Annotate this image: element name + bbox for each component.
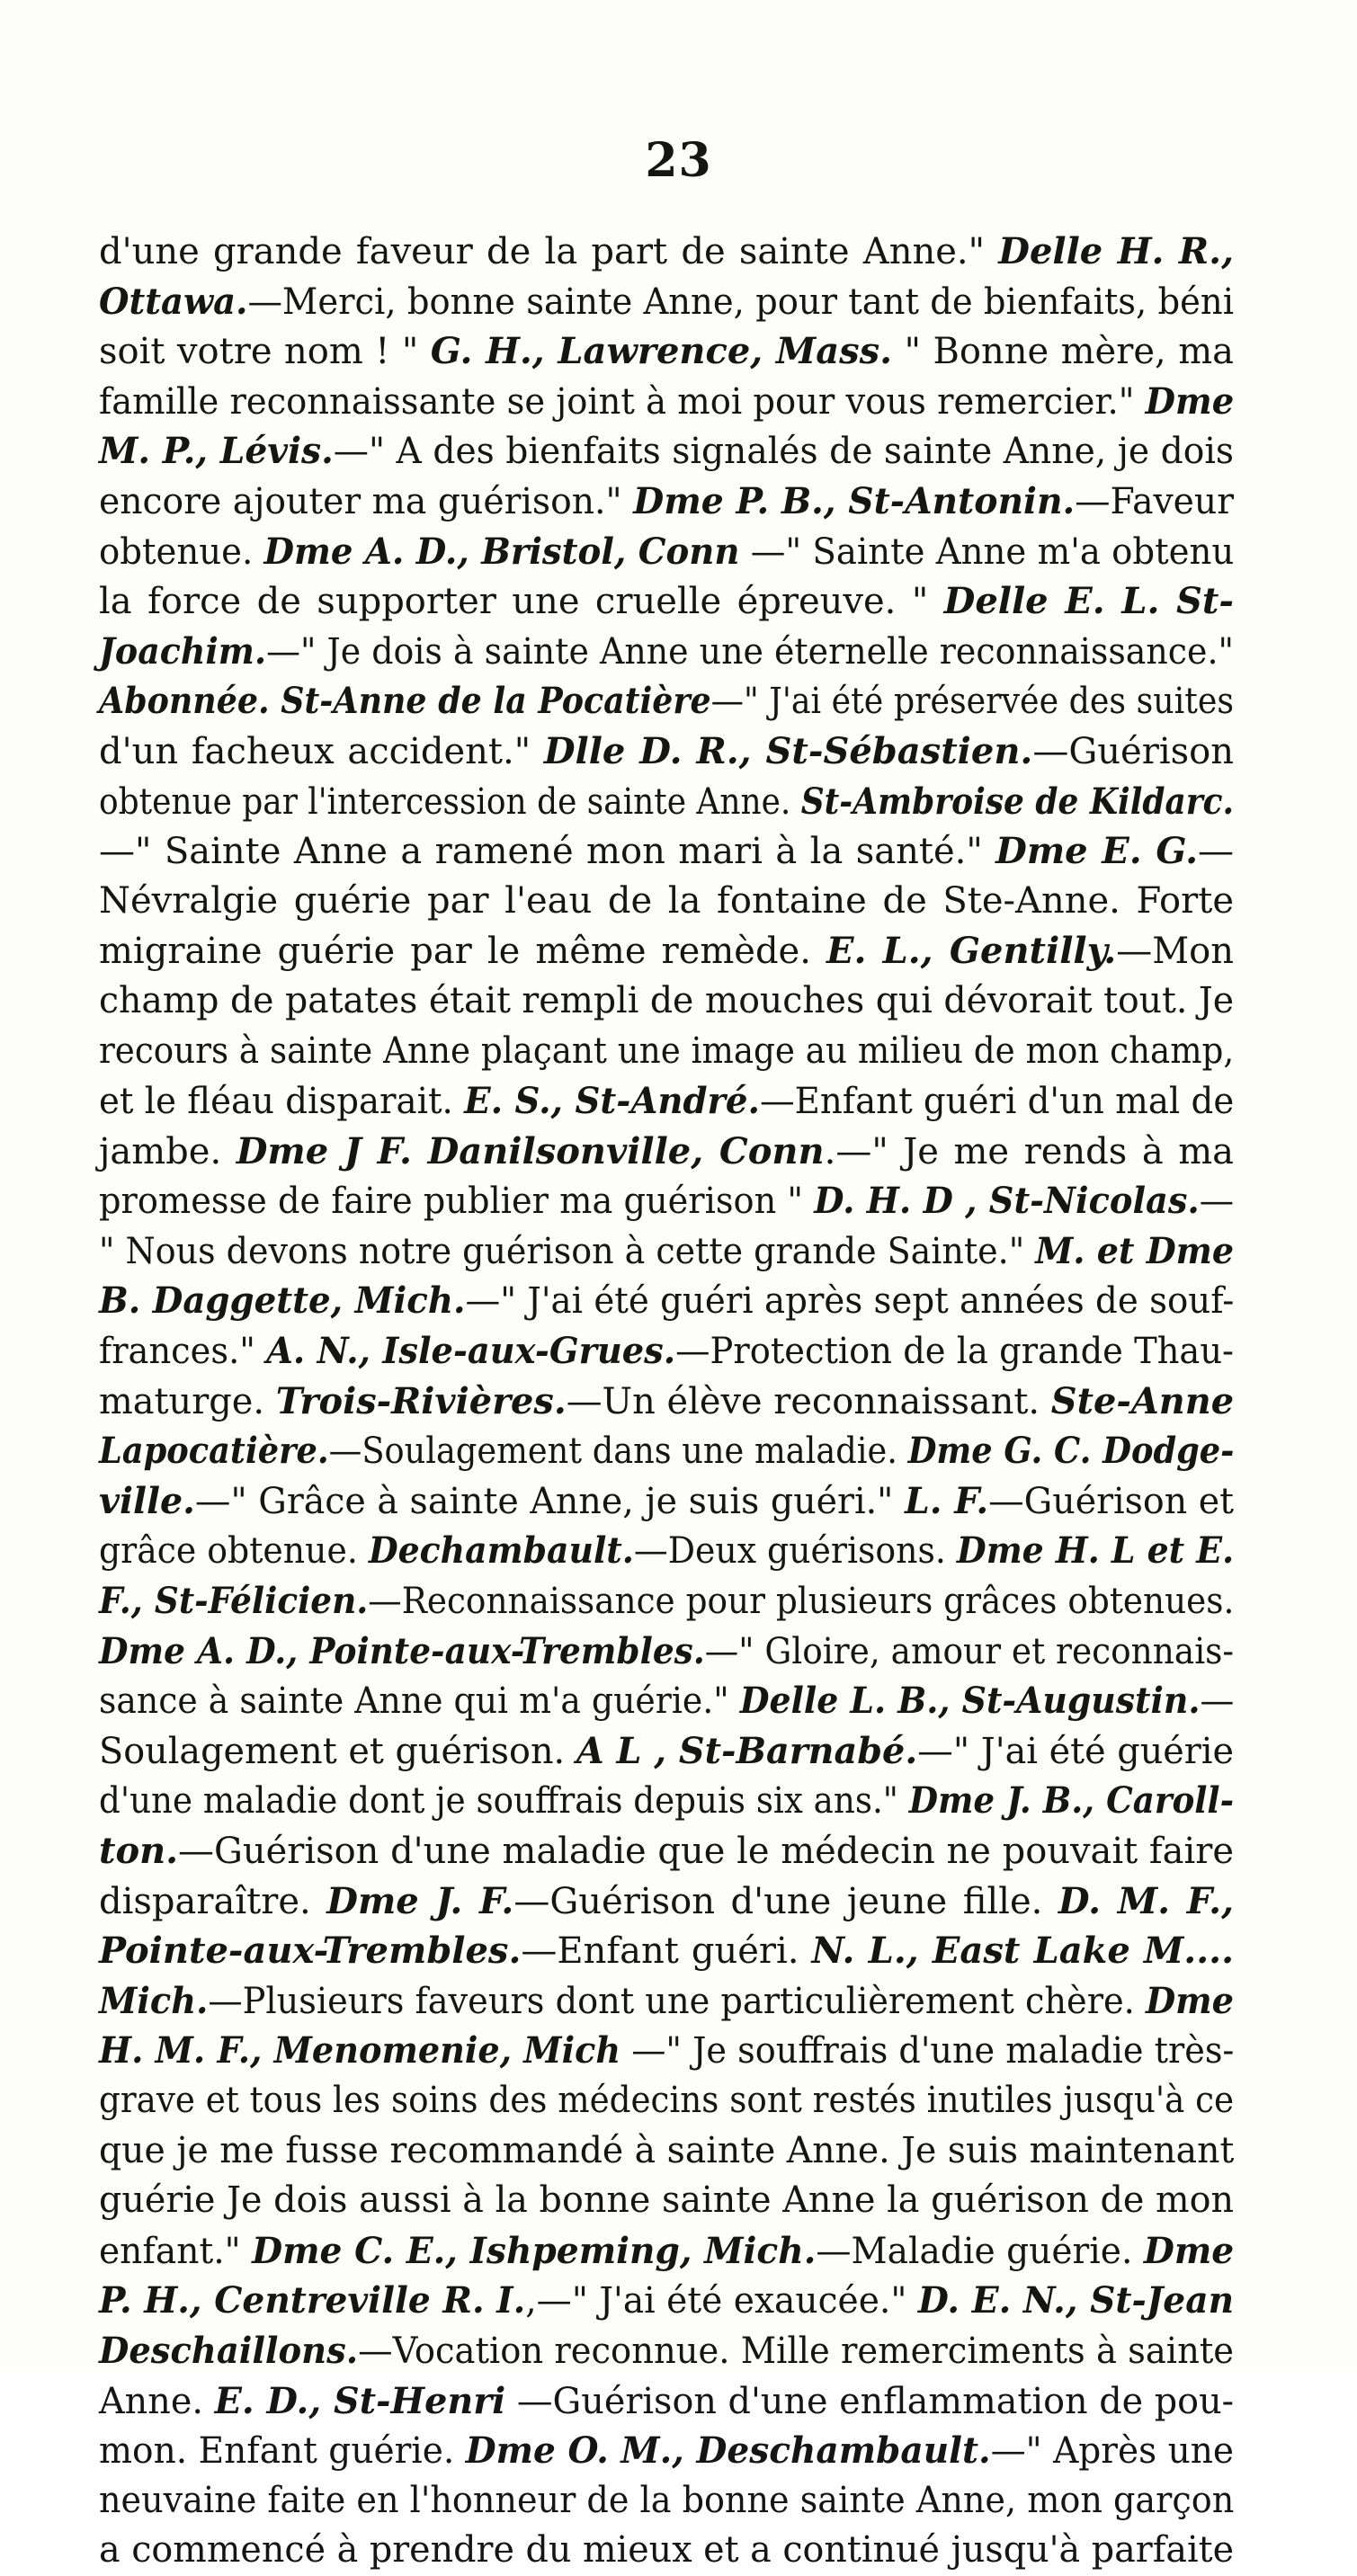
citation-text: Dme — [1143, 2229, 1235, 2272]
citation-text: Trois-Rivières. — [275, 1379, 567, 1422]
text-line — [99, 2476, 1234, 2527]
body-text-run: " Bonne mère, ma — [892, 331, 1234, 373]
citation-text: F., St-Félicien. — [99, 1580, 369, 1623]
body-text-run: —Protection de la grande Thau- — [675, 1331, 1235, 1373]
citation-text: Dme P. B., St-Antonin. — [633, 479, 1076, 522]
text-line — [99, 1027, 1234, 1077]
body-text-run: —Merci, bonne sainte Anne, pour tant de bienfaits, béni — [247, 281, 1235, 323]
text-line — [99, 2426, 1234, 2476]
text-line — [99, 1426, 1234, 1476]
body-text-run: la force de supporter une cruelle épreuve. " — [99, 581, 944, 623]
body-text-run: —" Après une — [990, 2430, 1235, 2473]
text-line — [99, 926, 1234, 976]
citation-text: E. L., Gentilly. — [826, 930, 1117, 973]
citation-text: G. H., Lawrence, Mass. — [430, 330, 893, 373]
body-text-run: disparaître. — [99, 1880, 327, 1922]
text-line — [99, 227, 1234, 277]
text-line — [99, 277, 1234, 327]
body-text-run: enfant." — [99, 2230, 253, 2272]
citation-text: Deschaillons. — [99, 2329, 359, 2372]
body-text-run: —Faveur — [1075, 480, 1235, 522]
body-text-run: " Nous devons notre guérison à cette grande Sainte." — [99, 1230, 1036, 1272]
body-text-run: et le fléau disparait. — [99, 1081, 465, 1123]
body-text-run: guérie Je dois aussi à la bonne sainte Anne la guérison de mon — [99, 2179, 1235, 2222]
text-line — [99, 1576, 1234, 1627]
page-number: 23 — [645, 133, 712, 188]
citation-text: Dechambault. — [368, 1529, 634, 1573]
body-text-run: grave et tous les soins des médecins sont restés inutiles jusqu'à ce — [99, 2079, 1235, 2121]
citation-text: Dme C. E., Ishpeming, Mich. — [252, 2229, 817, 2272]
body-text-run: soit votre nom ! " — [99, 331, 431, 373]
body-text-run: —Enfant guéri. — [521, 1930, 812, 1973]
text-line — [99, 1676, 1234, 1726]
text-line — [99, 1127, 1234, 1177]
citation-text: Dme — [1145, 379, 1235, 423]
body-text-run: —Guérison d'une jeune fille. — [513, 1880, 1058, 1922]
citation-text: St-Ambroise de Kildarc. — [800, 780, 1235, 823]
body-text-run: —" A des bienfaits signalés de sainte Anne, je dois — [333, 431, 1235, 473]
citation-text: D. M. F., — [1058, 1879, 1235, 1922]
text-line — [99, 676, 1234, 726]
body-text-run: a commencé à prendre du mieux et a continué jusqu'à parfaite — [99, 2529, 1235, 2572]
body-text-run: —Deux guérisons. — [633, 1530, 957, 1573]
citation-text: Dme J F. Danilsonville, Conn — [236, 1129, 825, 1172]
body-text-run: ,—" J'ai été exaucée." — [525, 2280, 918, 2322]
citation-text: Ottawa. — [99, 280, 248, 323]
text-line — [99, 1926, 1234, 1976]
text-line — [99, 1276, 1234, 1326]
text-line — [99, 2176, 1234, 2226]
body-text-run: .—" Je me rends à ma — [824, 1130, 1234, 1172]
citation-text: B. Daggette, Mich. — [99, 1279, 466, 1323]
body-text-run: — — [1200, 1680, 1235, 1723]
body-text-run: neuvaine faite en l'honneur de la bonne sainte Anne, mon garçon — [99, 2479, 1235, 2521]
body-text-run: frances." — [99, 1331, 267, 1373]
text-line — [99, 1826, 1234, 1876]
body-text-run: mon. Enfant guérie. — [99, 2430, 466, 2473]
body-text-run: obtenue. — [99, 530, 264, 573]
citation-text: Dme G. C. Dodge- — [907, 1430, 1235, 1473]
text-line — [99, 826, 1234, 877]
citation-text: Dme — [1145, 1979, 1235, 2022]
body-text-run: —Guérison d'une maladie que le médecin ne pouvait faire — [178, 1831, 1234, 1872]
text-line — [99, 2226, 1234, 2277]
body-text-run: recours à sainte Anne plaçant une image au milieu de mon champ, — [99, 1030, 1235, 1072]
body-text-run: famille reconnaissante se joint à moi pour vous remercier." — [99, 380, 1146, 423]
body-text-run: encore ajouter ma guérison." — [99, 480, 634, 522]
citation-text: M. P., Lévis. — [99, 430, 334, 473]
text-line — [99, 1476, 1234, 1527]
citation-text: L. F. — [904, 1479, 989, 1522]
body-text-run: —" J'ai été préservée des suites — [710, 681, 1235, 723]
citation-text: A L , St-Barnabé. — [576, 1729, 918, 1772]
text-line — [99, 777, 1234, 827]
citation-text: D. H. D , St-Nicolas. — [814, 1180, 1200, 1223]
body-text-run: d'une grande faveur de la part de sainte Anne." — [99, 231, 999, 272]
text-line — [99, 326, 1234, 377]
text-line — [99, 627, 1234, 677]
body-text-run: —Vocation reconnue. Mille remerciments à sainte — [358, 2330, 1235, 2372]
body-text-run: jambe. — [99, 1130, 237, 1172]
body-text-run: Soulagement et guérison. — [99, 1730, 576, 1772]
text-line — [99, 1776, 1234, 1826]
body-text — [99, 227, 1234, 2576]
text-line — [99, 1076, 1234, 1127]
text-line — [99, 976, 1234, 1027]
text-line — [99, 1526, 1234, 1576]
text-line — [99, 2126, 1234, 2177]
text-line — [99, 726, 1234, 777]
body-text-run: —Reconnaissance pour plusieurs grâces obtenues. — [368, 1581, 1235, 1623]
body-text-run: champ de patates était rempli de mouches qui dévorait tout. Je — [99, 979, 1235, 1021]
text-line — [99, 2276, 1234, 2326]
body-text-run: —Maladie guérie. — [816, 2230, 1144, 2272]
citation-text: M. et Dme — [1035, 1229, 1235, 1272]
body-text-run: —Mon — [1116, 931, 1234, 973]
citation-text: Ste-Anne — [1050, 1379, 1235, 1422]
body-text-run: maturge. — [99, 1380, 276, 1422]
text-line — [99, 2526, 1234, 2576]
body-text-run: —" Grâce à sainte Anne, je suis guéri." — [194, 1480, 905, 1522]
citation-text: Dme O. M., Deschambault. — [465, 2429, 991, 2473]
body-text-run: —Guérison et — [988, 1480, 1235, 1522]
citation-text: Dme E. G. — [995, 830, 1198, 873]
text-line — [99, 426, 1234, 477]
body-text-run: promesse de faire publier ma guérison " — [99, 1181, 815, 1223]
body-text-run: obtenue par l'intercession de sainte Anne. — [99, 780, 801, 823]
citation-text: Delle H. R., — [998, 230, 1234, 272]
citation-text: P. H., Centreville R. I. — [99, 2279, 526, 2322]
body-text-run: Anne. — [99, 2380, 215, 2422]
body-text-run: —" Je souffrais d'une maladie très- — [620, 2030, 1235, 2072]
text-line — [99, 1226, 1234, 1277]
citation-text: ton. — [99, 1830, 179, 1872]
body-text-run: Névralgie guérie par l'eau de la fontaine de Ste-Anne. Forte — [99, 879, 1234, 922]
citation-text: ville. — [99, 1479, 195, 1522]
body-text-run: —" Sainte Anne m'a obtenu — [739, 530, 1235, 573]
citation-text: H. M. F., Menomenie, Mich — [99, 2029, 621, 2072]
body-text-run: —Un élève reconnaissant. — [566, 1380, 1051, 1422]
text-line — [99, 1726, 1234, 1777]
citation-text: Delle E. L. St- — [943, 580, 1234, 623]
text-line — [99, 1976, 1234, 2027]
citation-text: Dlle D. R., St-Sébastien. — [543, 729, 1033, 772]
text-line — [99, 2076, 1234, 2126]
body-text-run: —Guérison d'une enflammation de pou- — [505, 2380, 1235, 2422]
citation-text: Dme J. F. — [326, 1879, 514, 1922]
citation-text: D. E. N., St-Jean — [917, 2279, 1235, 2322]
text-line — [99, 1377, 1234, 1427]
body-text-run: migraine guérie par le même remède. — [99, 931, 826, 973]
citation-text: A. N., Isle-aux-Grues. — [266, 1330, 676, 1373]
text-line — [99, 2376, 1234, 2427]
text-line — [99, 1326, 1234, 1377]
citation-text: E. S., St-André. — [464, 1080, 760, 1123]
citation-text: Delle L. B., St-Augustin. — [739, 1680, 1201, 1723]
body-text-run: grâce obtenue. — [99, 1530, 369, 1573]
text-line — [99, 1876, 1234, 1927]
citation-text: Pointe-aux-Trembles. — [99, 1930, 522, 1973]
body-text-run: d'un facheux accident." — [99, 730, 544, 772]
body-text-run: —Soulagement dans une maladie. — [328, 1431, 908, 1473]
body-text-run: — — [1198, 831, 1234, 873]
body-text-run: —" J'ai été guérie — [917, 1730, 1234, 1772]
body-text-run: que je me fusse recommandé à sainte Anne. Je suis maintenant — [99, 2129, 1235, 2171]
body-text-run: —" Je dois à sainte Anne une éternelle reconnaissance." — [266, 630, 1234, 673]
citation-text: Dme J. B., Caroll- — [908, 1779, 1235, 1823]
text-line — [99, 1176, 1234, 1226]
text-line — [99, 377, 1234, 427]
text-line — [99, 877, 1234, 927]
body-text-run: —" J'ai été guéri après sept années de souf- — [465, 1280, 1235, 1323]
text-line — [99, 477, 1234, 527]
citation-text: Mich. — [99, 1979, 209, 2022]
body-text-run: d'une maladie dont je souffrais depuis six ans." — [99, 1780, 909, 1823]
citation-text: Joachim. — [99, 629, 267, 673]
citation-text: Abonnée. St-Anne de la Pocatière — [99, 680, 711, 723]
body-text-run: —Plusieurs faveurs dont une particulièrement chère. — [208, 1980, 1146, 2022]
body-text-run: —Guérison — [1032, 730, 1234, 772]
citation-text: Lapocatière. — [99, 1430, 329, 1473]
text-line — [99, 576, 1234, 627]
text-line — [99, 2026, 1234, 2076]
text-line — [99, 1627, 1234, 1677]
citation-text: E. D., St-Henri — [214, 2379, 506, 2422]
body-text-run: —" Sainte Anne a ramené mon mari à la santé." — [99, 831, 996, 873]
body-text-run: sance à sainte Anne qui m'a guérie." — [99, 1680, 740, 1723]
text-line — [99, 2326, 1234, 2376]
body-text-run: — — [1199, 1181, 1235, 1223]
citation-text: Dme A. D., Bristol, Conn — [263, 530, 740, 573]
body-text-run: —Enfant guéri d'un mal de — [759, 1081, 1235, 1123]
citation-text: Dme A. D., Pointe-aux-Trembles. — [99, 1629, 705, 1672]
citation-text: Dme H. L et E. — [956, 1529, 1235, 1573]
citation-text: N. L., East Lake M.... — [811, 1930, 1234, 1973]
text-line — [99, 527, 1234, 577]
body-text-run: —" Gloire, amour et reconnais- — [704, 1630, 1235, 1672]
